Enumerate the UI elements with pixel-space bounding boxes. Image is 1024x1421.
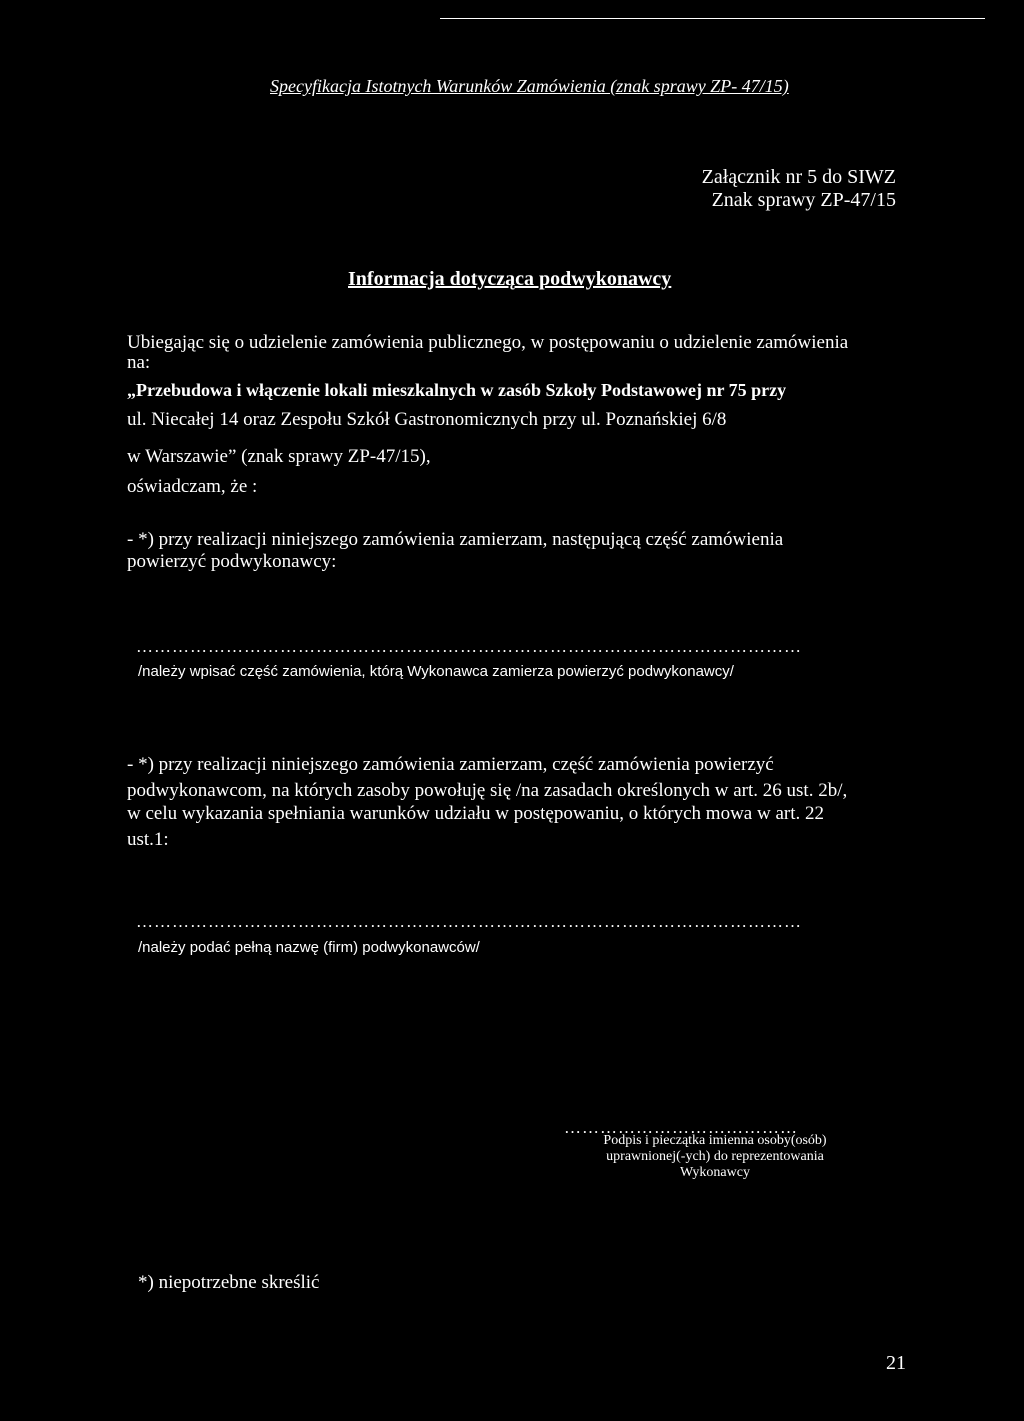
signature-label-line-1: Podpis i pieczątka imienna osoby(osób) <box>603 1133 827 1148</box>
intro-line-2: na: <box>127 352 151 373</box>
signature-label-line-2: uprawnionej(-ych) do reprezentowania <box>606 1149 824 1164</box>
project-name-line-1: „Przebudowa i włączenie lokali mieszkalnych w zasób Szkoły Podstawowej nr 75 przy <box>127 380 787 400</box>
signature-fill-line: ………………………………… <box>564 1118 798 1137</box>
project-name-line-2: ul. Niecałej 14 oraz Zespołu Szkół Gastronomicznych przy ul. Poznańskiej 6/8 <box>127 409 727 430</box>
option-2-note: /należy podać pełną nazwę (firm) podwykonawców/ <box>138 939 480 956</box>
option-1-line-2: powierzyć podwykonawcy: <box>127 551 337 572</box>
option-2-line-4: ust.1: <box>127 829 169 850</box>
document-header-title: Specyfikacja Istotnych Warunków Zamówienia (znak sprawy ZP- 47/15) <box>270 76 789 96</box>
option-2-line-3: w celu wykazania spełniania warunków udziału w postępowaniu, o których mowa w art. 22 <box>127 803 824 824</box>
section-title: Informacja dotycząca podwykonawcy <box>348 268 672 290</box>
option-1-note: /należy wpisać część zamówienia, którą Wykonawca zamierza powierzyć podwykonawcy/ <box>138 663 734 680</box>
case-reference: Znak sprawy ZP-47/15 <box>711 189 896 211</box>
top-rule <box>440 18 985 19</box>
footnote: *) niepotrzebne skreślić <box>138 1272 320 1293</box>
annex-number: Załącznik nr 5 do SIWZ <box>701 166 896 188</box>
intro-line-1: Ubiegając się o udzielenie zamówienia publicznego, w postępowaniu o udzielenie zamówienia <box>127 332 849 353</box>
option-2-line-1: - *) przy realizacji niniejszego zamówienia zamierzam, część zamówienia powierzyć <box>127 754 774 775</box>
signature-label-line-3: Wykonawcy <box>680 1165 750 1180</box>
project-name-line-3: w Warszawie” (znak sprawy ZP-47/15), <box>127 446 431 467</box>
option-1-fill-line: ………………………………………………………………………………………………… <box>136 637 802 656</box>
option-1-line-1: - *) przy realizacji niniejszego zamówienia zamierzam, następującą część zamówienia <box>127 529 784 550</box>
declaration-text: oświadczam, że : <box>127 476 258 497</box>
page-number: 21 <box>886 1352 906 1374</box>
option-2-fill-line: ………………………………………………………………………………………………… <box>136 912 802 931</box>
option-2-line-2: podwykonawcom, na których zasoby powołuję się /na zasadach określonych w art. 26 ust. 2b/, <box>127 780 848 801</box>
